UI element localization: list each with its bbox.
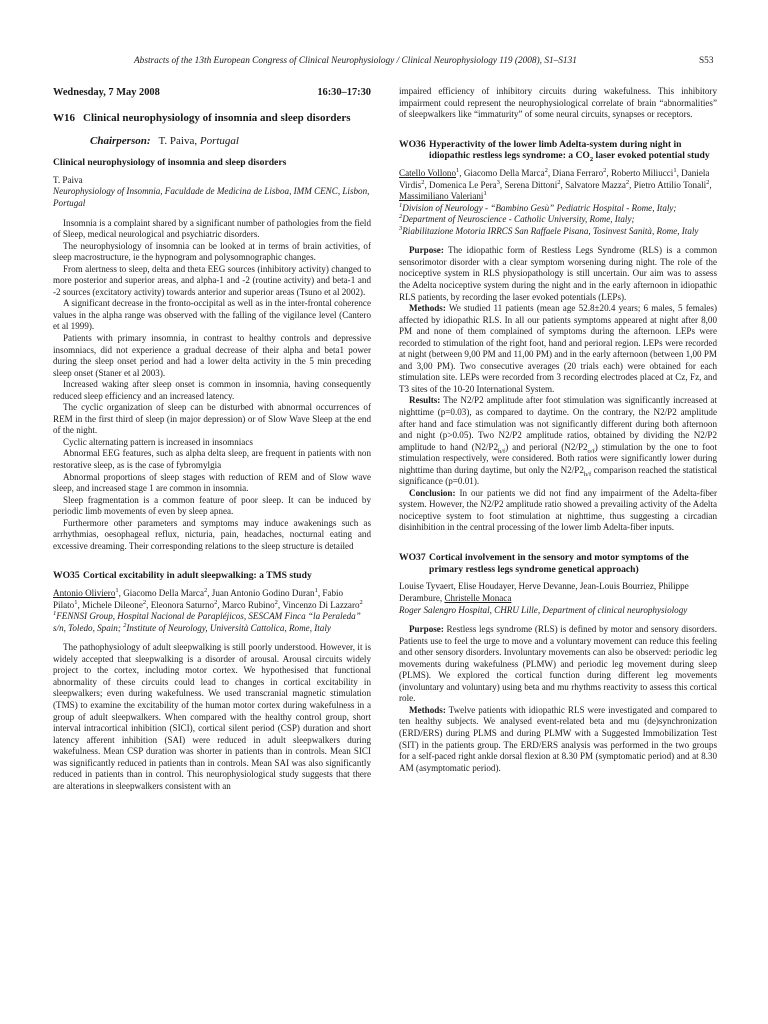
abstract-paragraph: Abnormal EEG features, such as alpha delta sleep, are frequent in patients with non restorative sleep, as is the case of fybromylgia xyxy=(53,448,371,471)
affiliation-mark: 3 xyxy=(399,224,403,232)
abstract-paragraph: From alertness to sleep, delta and theta EEG sources (inhibitory activity) changed to more posterior and superior areas, and alpha-1 and -2 (routine activity) and beta-1 and -2 sources (excitatory activity) towards anterior and superior areas (Tsuno et al 2002). xyxy=(53,263,371,297)
affiliation-text: Institute of Neurology, Università Cattolica, Rome, Italy xyxy=(126,622,331,633)
abstract-purpose xyxy=(399,245,717,303)
section-label: Conclusion: xyxy=(409,487,456,498)
author-affiliation-mark: 1 xyxy=(314,587,318,595)
author-affiliation-mark: 1 xyxy=(483,190,487,198)
author-name: Catello Vollono xyxy=(399,168,457,179)
abstract-code: WO37 xyxy=(399,552,426,563)
section-text: ) and perioral (N2/P2 xyxy=(505,441,588,452)
author-name: Pietro Attilio Tonali xyxy=(633,179,707,190)
subscript: h/f xyxy=(498,447,506,455)
author-affiliation-mark: 1 xyxy=(673,167,677,175)
abstract-paragraph: The neurophysiology of insomnia can be looked at in terms of brain activities, of sleep macrostructure, ie the hypnogram and polysomnographic changes. xyxy=(53,240,371,263)
abstract-affiliation: Neurophysiology of Insomnia, Faculdade de Medicina de Lisboa, IMM CENC, Lisbon, Portugal xyxy=(53,186,370,208)
author-name: Salvatore Mazza xyxy=(565,179,626,190)
journal-citation: Abstracts of the 13th European Congress of Clinical Neurophysiology / Clinical Neurophysiology 119 (2008), S1–S131 xyxy=(134,56,577,66)
title-part: laser evoked potential study xyxy=(593,150,710,162)
abstract-conclusion xyxy=(399,488,717,534)
author-name: Antonio Oliviero xyxy=(53,588,116,599)
affiliation-line xyxy=(399,226,717,238)
abstract-code: WO36 xyxy=(399,138,426,150)
author-name: Giacomo Della Marca xyxy=(463,168,545,179)
author-affiliation-mark: 2 xyxy=(557,178,561,186)
section-text: We studied 11 patients (mean age 52.8±20.4 years; 6 males, 5 females) affected by idiopathic RLS. In all our patients symptoms appeared at night after 8,00 PM and none of them complained of symptoms during the afternoon. LEPs were recorded to stimulation of the right foot, hand and perioral region. LEPs were recorded at night (between 9,00 PM and 11,00 PM) and in the early afternoon (between 1,00 PM and 3,00 PM). Two consecutive averages (20 trials each) were obtained for each stimulation site. LEPs were recorded from 3 recording electrodes placed at Cz, Fz, and T3 sites of the 10-20 International System. xyxy=(399,303,717,394)
session-header xyxy=(53,86,371,99)
title-part: Hyperactivity of the lower limb Adelta-system during night in idiopathic restless legs syndrome: a CO xyxy=(429,138,682,162)
abstract-paragraph-continued: impaired efficiency of inhibitory circuits during wakefulness. This inhibitory impairment could represent the neurophysiological correlate of brain “abnormalities” of sleepwalkers like “immaturity” of some neural circuits, synapses or receptors. xyxy=(399,86,717,120)
affiliation-mark: 1 xyxy=(53,610,57,618)
author-name: Domenica Le Pera xyxy=(429,179,497,190)
author-affiliation-mark: 2 xyxy=(421,178,425,186)
affiliation-mark: 2 xyxy=(399,213,403,221)
chairperson xyxy=(90,135,371,148)
title-subscript: 2 xyxy=(589,156,594,164)
author-name: Vincenzo Di Lazzaro xyxy=(282,599,360,610)
abstract-paragraph: The cyclic organization of sleep can be disturbed with abnormal occurrences of REM in the first third of sleep (in major depression) or of Slow Wave Sleep at the end of the night. xyxy=(53,402,371,436)
section-text: ) stimulation by the one to foot stimulation respectively, were considered. Both ratios were significantly lower during nighttime than during daytime, but only the N2/P2 xyxy=(399,441,717,475)
section-label: Methods: xyxy=(409,303,446,314)
affiliation-text: FENNSI Group, Hospital Nacional de Parapléjicos, SESCAM Finca “la Peraleda” s/n, Toledo, Spain; xyxy=(53,611,361,633)
author-name: Fabio Pilato xyxy=(53,588,344,610)
section-text: comparison reached the statistical significance (p=0.01). xyxy=(399,464,717,487)
chairperson-name: T. Paiva, xyxy=(158,135,200,148)
author-name: Roberto Miliucci xyxy=(610,168,674,179)
author-affiliation-mark: 2 xyxy=(603,167,607,175)
author-name: Marco Rubino xyxy=(221,599,275,610)
abstract-title xyxy=(53,570,371,582)
author-affiliation-mark: 1 xyxy=(456,167,460,175)
abstract-paragraph: Sleep fragmentation is a common feature of poor sleep. It can be induced by periodic limb movements of even by sleep apnea. xyxy=(53,494,371,517)
section-label: Methods: xyxy=(409,704,446,715)
affiliation-mark: 2 xyxy=(123,621,127,629)
abstract-methods xyxy=(399,303,717,395)
abstract-title xyxy=(399,139,717,162)
page-number: S53 xyxy=(699,56,714,66)
author-affiliation-mark: 2 xyxy=(359,598,363,606)
abstract-paragraph: The pathophysiology of adult sleepwalking is still poorly understood. However, it is widely accepted that sleepwalking is a disorder of arousal. Arousal circuits widely project to the cortex, including motor cortex. We hypothesised that functional abnormality of these circuits could lead to changes in cortical excitability in sleepwalkers; even during wakefulness. We used transcranial magnetic stimulation (TMS) to examine the excitability of the human motor cortex during wakefulness in a group of adult sleepwalkers. When compared with the healthy control group, short interval intracortical inhibition (SICI), cortical silent period (CSP) duration and short latency afferent inhibition (SAI) were reduced in adult sleepwalkers during wakefulness. Mean CSP duration was shorter in patients than in controls. Mean SICI was significantly reduced in patients than in controls. Mean SAI was also significantly reduced in patients than in control. This neurophysiological study suggests that there are alterations in sleepwalkers consistent with an xyxy=(53,642,371,791)
session-title-text: Clinical neurophysiology of insomnia and sleep disorders xyxy=(83,112,351,124)
right-column xyxy=(399,86,717,774)
abstract-paragraph: Furthermore other parameters and symptoms may induce awakenings such as arrhythmias, oesophageal reflux, nicturia, pain, headaches, nocturnal eating and excessive dreaming. Their corresponding relations to the sleep structure is detailed xyxy=(53,517,371,551)
chairperson-country: Portugal xyxy=(199,135,239,148)
chairperson-label: Chairperson: xyxy=(90,135,151,148)
author-affiliation-mark: 1 xyxy=(115,587,119,595)
author-affiliation-mark: 2 xyxy=(142,598,147,606)
section-text: In our patients we did not find any impairment of the Adelta-fiber system. However, the N2/P2 amplitude ratio showed a prevailing activity of the Adelta nociceptive system to foot stimulation at nighttime, thus suggesting a circadian disinhibition in the central processing of the lower limb Adelta-fiber inputs. xyxy=(399,487,717,533)
abstract-authors: T. Paiva xyxy=(53,174,83,185)
affiliation-mark: 1 xyxy=(399,201,403,209)
author-affiliation-mark: 3 xyxy=(496,178,500,186)
abstract-methods xyxy=(399,705,717,774)
section-label: Results: xyxy=(409,395,441,406)
author-name: Diana Ferraro xyxy=(552,168,604,179)
running-header xyxy=(0,56,768,70)
abstract-paragraph: Insomnia is a complaint shared by a significant number of pathologies from the field of Sleep, medical neurological and psychiatric disorders. xyxy=(53,217,371,240)
affiliation-text: Division of Neurology - “Bambino Gesù” Pediatric Hospital - Rome, Italy; xyxy=(402,202,677,213)
affiliation-line xyxy=(399,203,717,215)
author-affiliation-mark: 2 xyxy=(214,598,218,606)
author-affiliation-mark: 1 xyxy=(74,598,78,606)
affiliation-text: Department of Neuroscience - Catholic University, Rome, Italy; xyxy=(402,214,635,225)
abstract-paragraph: Cyclic alternating pattern is increased in insomniacs xyxy=(63,436,253,447)
abstract-paragraph: Increased waking after sleep onset is common in insomnia, having consequently reduced sleep efficiency and an increased latency. xyxy=(53,379,371,401)
abstract-title xyxy=(399,552,717,575)
abstract-results xyxy=(399,395,717,487)
abstract-affiliation xyxy=(53,611,371,634)
author-names: Louise Tyvaert, Elise Houdayer, Herve Devanne, Jean-Louis Bourriez, Philippe Derambure, xyxy=(399,581,689,603)
abstract-code: WO35 xyxy=(53,570,80,582)
abstract-paragraph: A significant decrease in the fronto-occipital as well as in the inter-frontal coherence values in the alpha range was observed with the falling of the vigilance level (Cantero et al 1999). xyxy=(53,298,371,332)
section-text: Twelve patients with idiopathic RLS were investigated and compared to ten healthy subjects. We analysed event-related beta and mu (de)synchronization (ERD/ERS) during PLMS and during PLMW with a Suggested Immobilization Test (SIT) in the patients group. The ERD/ERS analysis was performed in the two groups for a self-paced right ankle dorsal flexion at 8.30 PM (symptomatic period) and at 8.30 AM (asymptomatic period). xyxy=(399,704,717,773)
abstract-purpose xyxy=(399,624,717,705)
abstract-paragraph: Abnormal proportions of sleep stages with reduction of REM and of Slow wave sleep, and increased stage 1 are common in insomnia. xyxy=(53,471,371,494)
abstract-title: Clinical neurophysiology of insomnia and sleep disorders xyxy=(53,157,287,169)
subscript: o/f xyxy=(587,447,595,455)
section-label: Purpose: xyxy=(409,624,444,635)
author-name: Eleonora Saturno xyxy=(150,599,215,610)
author-affiliation-mark: 2 xyxy=(544,167,548,175)
author-name: Serena Dittoni xyxy=(504,179,558,190)
abstract-title-text: Cortical involvement in the sensory and motor symptoms of the primary restless legs syndrome genetical approach) xyxy=(429,552,689,575)
abstract-title-text xyxy=(429,139,717,162)
author-name: Michele Dileone xyxy=(82,599,143,610)
session-title xyxy=(53,112,371,125)
author-affiliation-mark: 2 xyxy=(274,598,278,606)
author-affiliation-mark: 2 xyxy=(706,178,710,186)
session-date: Wednesday, 7 May 2008 xyxy=(53,87,160,98)
affiliation-text: Riabilitazione Motoria IRRCS San Raffaele Pisana, Tosinvest Sanità, Rome, Italy xyxy=(402,225,699,236)
section-text: The N2/P2 amplitude after foot stimulation was significantly increased at nighttime (p=0.03), as compared to daytime. On the contrary, the N2/P2 amplitude after hand and face stimulation was not significantly different during both afternoon and night (p>0.05). Two N2/P2 amplitude ratios, obtained by dividing the N2/P2 amplitude to hand (N2/P2 xyxy=(399,395,717,452)
author-name: Massimiliano Valeriani xyxy=(399,191,484,202)
author-name: Giacomo Della Marca xyxy=(123,588,204,599)
section-text: Restless legs syndrome (RLS) is defined by motor and sensory disorders. Patients use to feel the urge to move and a voluntary movement can reduce this feeling and other sensory disorders. Involuntary movements can also be observed: periodic leg movements during wakefulness (PLMW) and periodic leg movement during sleep (PLMS). We explored the cortical function during different leg movements (involuntary and voluntary) using beta and mu rhythms reactivity to assess this cortical role. xyxy=(399,624,717,704)
abstract-affiliation xyxy=(399,203,717,238)
author-name: Juan Antonio Godino Duran xyxy=(211,588,315,599)
author-affiliation-mark: 2 xyxy=(625,178,630,186)
session-time: 16:30–17:30 xyxy=(317,87,371,98)
session-code: W16 xyxy=(53,112,75,124)
abstract-authors: Catello Vollono$^1$, Giacomo Della Marca$^2$, Diana Ferraro$^2$, Roberto Miliucci$^1$, Daniela Virdis$^2$, Domenica Le Pera$^3$, Serena Dittoni$^2$, Salvatore Mazza$^2$, Pietro Attilio Tonali$^2$, Massimiliano Valeriani$^1$ xyxy=(399,167,712,202)
author-name: Christelle Monaca xyxy=(444,592,512,603)
subscript: h/f xyxy=(583,470,592,478)
section-text: The idiopathic form of Restless Legs Syndrome (RLS) is a common sensorimotor disorder with a clear symptom worsening during night. The role of the nociceptive system in RLS physiopathology is still uncertain. Our aim was to assess the Adelta nociceptive system during the night and in the early afternoon in idiopathic RLS patients, by recording the laser evoked potentials (LEPs). xyxy=(399,245,717,302)
author-name: Daniela Virdis xyxy=(399,168,710,190)
affiliation-line xyxy=(399,214,717,226)
abstract-authors xyxy=(399,581,717,604)
abstract-title-text: Cortical excitability in adult sleepwalking: a TMS study xyxy=(83,570,312,582)
section-label: Purpose: xyxy=(409,245,444,256)
author-affiliation-mark: 2 xyxy=(203,587,208,595)
abstract-authors: Antonio Oliviero$^1$, Giacomo Della Marca$^2$, Juan Antonio Godino Duran$^1$, Fabio Pilato$^1$, Michele Dileone$^2$, Eleonora Saturno$^2$, Marco Rubino$^2$, Vincenzo Di Lazzaro$^2$ xyxy=(53,587,363,610)
abstract-paragraph: Patients with primary insomnia, in contrast to healthy controls and depressive insomniacs, did not experience a gradual decrease of their alpha and beta1 power during the sleep onset period and had a lower delta activity in the 5 min preceding sleep onset (Staner et al 2003). xyxy=(53,333,371,378)
left-column xyxy=(53,86,371,792)
abstract-affiliation: Roger Salengro Hospital, CHRU Lille, Department of clinical neurophysiology xyxy=(399,604,688,615)
